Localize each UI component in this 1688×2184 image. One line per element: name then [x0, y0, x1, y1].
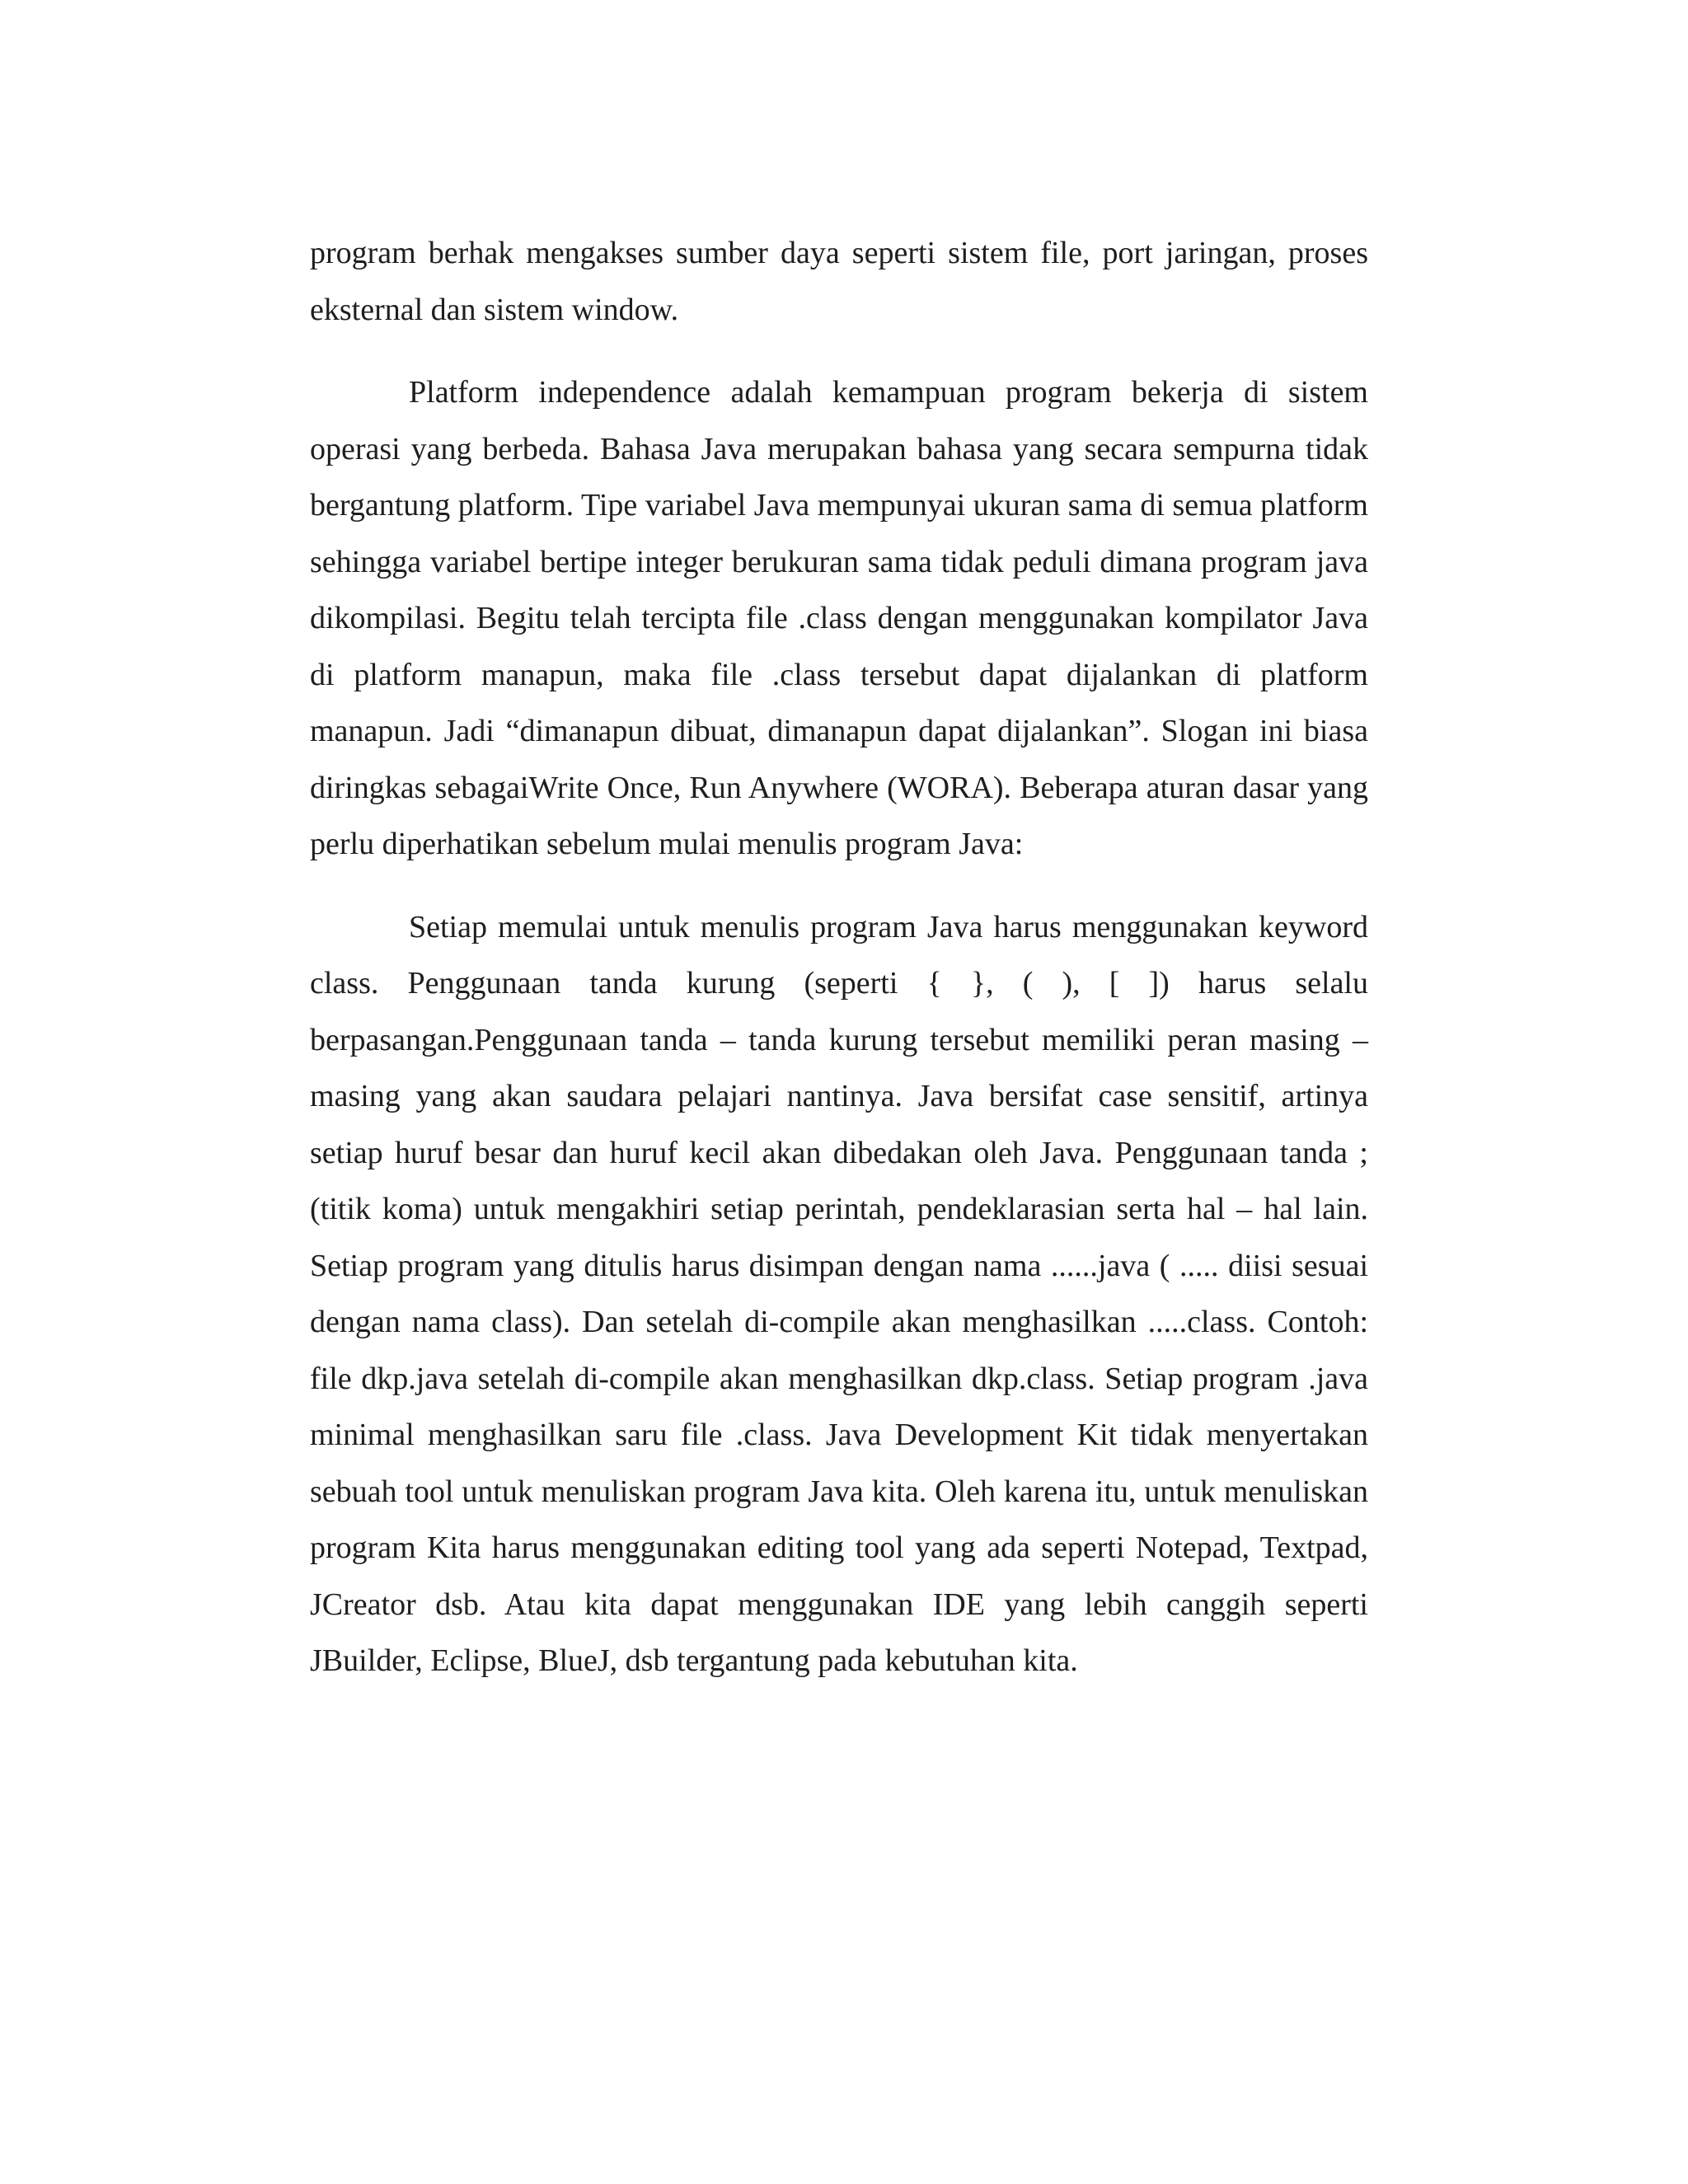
body-text: [310, 225, 1368, 1690]
paragraph-platform-independence: Platform independence adalah kemampuan program bekerja di sistem operasi yang berbeda. Bahasa Java merupakan bahasa yang secara sempurna tidak bergantung platform. Tipe variabel Java mempunyai ukuran sama di semua platform sehingga variabel bertipe integer berukuran sama tidak peduli dimana program java dikompilasi. Begitu telah tercipta file .class dengan menggunakan kompilator Java di platform manapun, maka file .class tersebut dapat dijalankan di platform manapun. Jadi “dimanapun dibuat, dimanapun dapat dijalankan”. Slogan ini biasa diringkas sebagaiWrite Once, Run Anywhere (WORA). Beberapa aturan dasar yang perlu diperhatikan sebelum mulai menulis program Java:: [310, 375, 1368, 861]
paragraph-continuation: program berhak mengakses sumber daya seperti sistem file, port jaringan, proses eksternal dan sistem window.: [310, 236, 1368, 327]
paragraph-java-rules: Setiap memulai untuk menulis program Java harus menggunakan keyword class. Penggunaan tanda kurung (seperti { }, ( ), [ ]) harus selalu berpasangan.Penggunaan tanda – tanda kurung tersebut memiliki peran masing – masing yang akan saudara pelajari nantinya. Java bersifat case sensitif, artinya setiap huruf besar dan huruf kecil akan dibedakan oleh Java. Penggunaan tanda ; (titik koma) untuk mengakhiri setiap perintah, pendeklarasian serta hal – hal lain. Setiap program yang ditulis harus disimpan dengan nama ......java ( ..... diisi sesuai dengan nama class). Dan setelah di-compile akan menghasilkan .....class. Contoh: file dkp.java setelah di-compile akan menghasilkan dkp.class. Setiap program .java minimal menghasilkan saru file .class. Java Development Kit tidak menyertakan sebuah tool untuk menuliskan program Java kita. Oleh karena itu, untuk menuliskan program Kita harus menggunakan editing tool yang ada seperti Notepad, Textpad, JCreator dsb. Atau kita dapat menggunakan IDE yang lebih canggih seperti JBuilder, Eclipse, BlueJ, dsb tergantung pada kebutuhan kita.: [310, 909, 1368, 1678]
